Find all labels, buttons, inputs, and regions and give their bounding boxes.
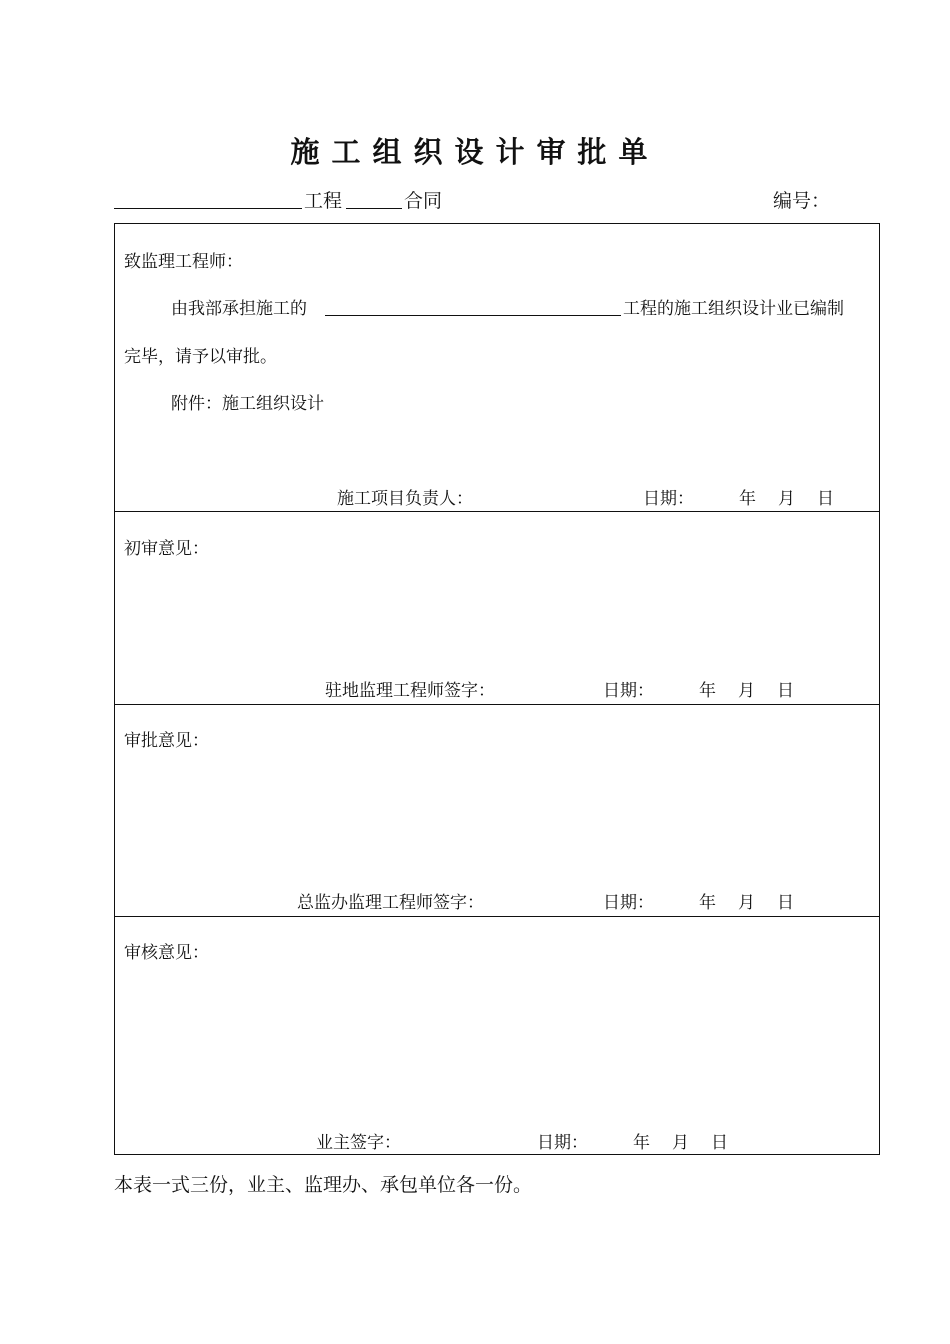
body-suffix: 工程的施工组织设计业已编制 xyxy=(623,299,844,319)
header-line xyxy=(114,186,834,216)
preliminary-label: 初审意见： xyxy=(124,539,209,559)
date-year: 年 xyxy=(699,681,716,701)
attachment: 附件：施工组织设计 xyxy=(171,394,324,414)
signer-label: 业主签字： xyxy=(316,1133,401,1153)
signer-label: 总监办监理工程师签字： xyxy=(297,893,484,913)
footer-note: 本表一式三份，业主、监理办、承包单位各一份。 xyxy=(114,1174,533,1196)
page-title: 施工组织设计审批单 xyxy=(290,135,660,169)
signer-label: 施工项目负责人： xyxy=(337,489,473,509)
project-blank-field[interactable] xyxy=(325,294,621,316)
date-month: 月 xyxy=(738,893,755,913)
date-month: 月 xyxy=(778,489,795,509)
project-suffix: 工程 xyxy=(304,190,343,212)
body-line2: 完毕，请予以审批。 xyxy=(124,347,277,367)
approval-form xyxy=(114,223,880,1155)
contract-suffix: 合同 xyxy=(404,190,443,212)
review-section xyxy=(115,916,879,1154)
date-day: 日 xyxy=(777,893,794,913)
preliminary-section xyxy=(115,511,879,705)
date-year: 年 xyxy=(739,489,756,509)
body-prefix: 由我部承担施工的 xyxy=(171,299,307,319)
date-month: 月 xyxy=(672,1133,689,1153)
date-day: 日 xyxy=(711,1133,728,1153)
number-label: 编号： xyxy=(773,190,831,212)
date-label: 日期： xyxy=(537,1133,588,1153)
date-label: 日期： xyxy=(603,893,654,913)
date-day: 日 xyxy=(777,681,794,701)
addressee: 致监理工程师： xyxy=(124,252,243,272)
approval-section xyxy=(115,704,879,917)
date-year: 年 xyxy=(699,893,716,913)
approval-label: 审批意见： xyxy=(124,731,209,751)
date-day: 日 xyxy=(817,489,834,509)
contract-number-field[interactable] xyxy=(346,186,402,209)
date-label: 日期： xyxy=(643,489,694,509)
date-month: 月 xyxy=(738,681,755,701)
signer-label: 驻地监理工程师签字： xyxy=(325,681,495,701)
date-label: 日期： xyxy=(603,681,654,701)
project-name-field[interactable] xyxy=(114,186,302,209)
review-label: 审核意见： xyxy=(124,943,209,963)
submission-section xyxy=(115,224,879,512)
date-year: 年 xyxy=(633,1133,650,1153)
